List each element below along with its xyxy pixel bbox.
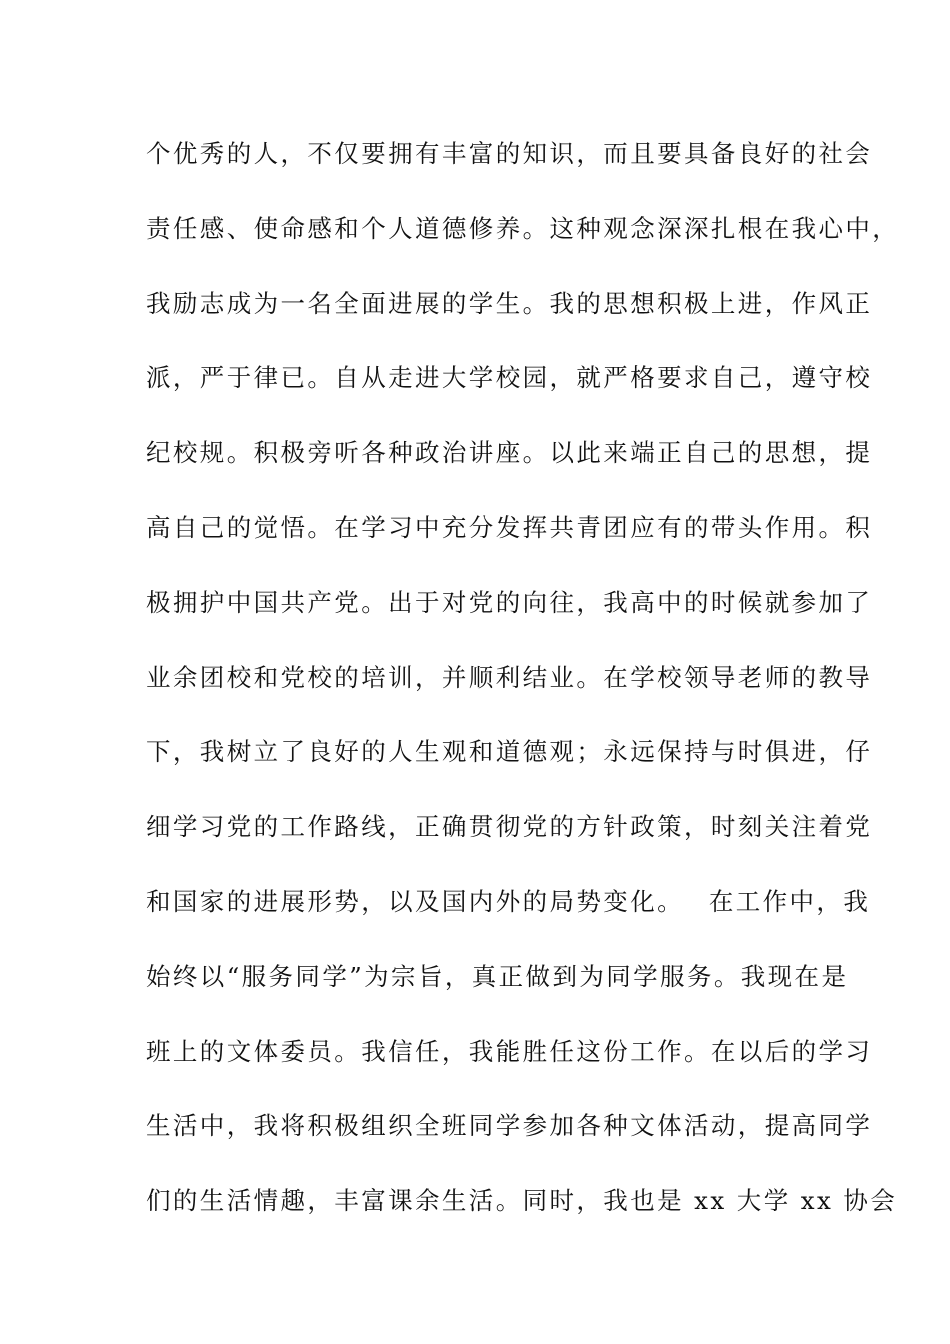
text-line: 生活中，我将积极组织全班同学参加各种文体活动，提高同学	[146, 1111, 873, 1141]
text-line: 极拥护中国共产党。出于对党的向往，我高中的时候就参加了	[146, 587, 873, 617]
text-line: 业余团校和党校的培训，并顺利结业。在学校领导老师的教导	[146, 662, 873, 692]
text-line: 派，严于律已。自从走进大学校园，就严格要求自己，遵守校	[146, 363, 873, 393]
text-line: 始终以“服务同学”为宗旨，真正做到为同学服务。我现在是	[146, 961, 849, 991]
text-line: 们的生活情趣，丰富课余生活。同时，我也是 xx 大学 xx 协会	[146, 1186, 898, 1216]
text-line: 细学习党的工作路线，正确贯彻党的方针政策，时刻关注着党	[146, 812, 873, 842]
text-line: 纪校规。积极旁听各种政治讲座。以此来端正自己的思想，提	[146, 438, 873, 468]
text-line: 和国家的进展形势，以及国内外的局势变化。 在工作中，我	[146, 886, 871, 916]
text-line: 我励志成为一名全面进展的学生。我的思想积极上进，作风正	[146, 288, 873, 318]
text-line: 高自己的觉悟。在学习中充分发挥共青团应有的带头作用。积	[146, 512, 873, 542]
text-line: 下，我树立了良好的人生观和道德观；永远保持与时俱进，仔	[146, 737, 873, 767]
text-line: 班上的文体委员。我信任，我能胜任这份工作。在以后的学习	[146, 1036, 873, 1066]
text-line: 个优秀的人，不仅要拥有丰富的知识，而且要具备良好的社会	[146, 139, 873, 168]
text-line: 责任感、使命感和个人道德修养。这种观念深深扎根在我心中，	[146, 213, 900, 243]
body-text	[146, 128, 900, 1250]
